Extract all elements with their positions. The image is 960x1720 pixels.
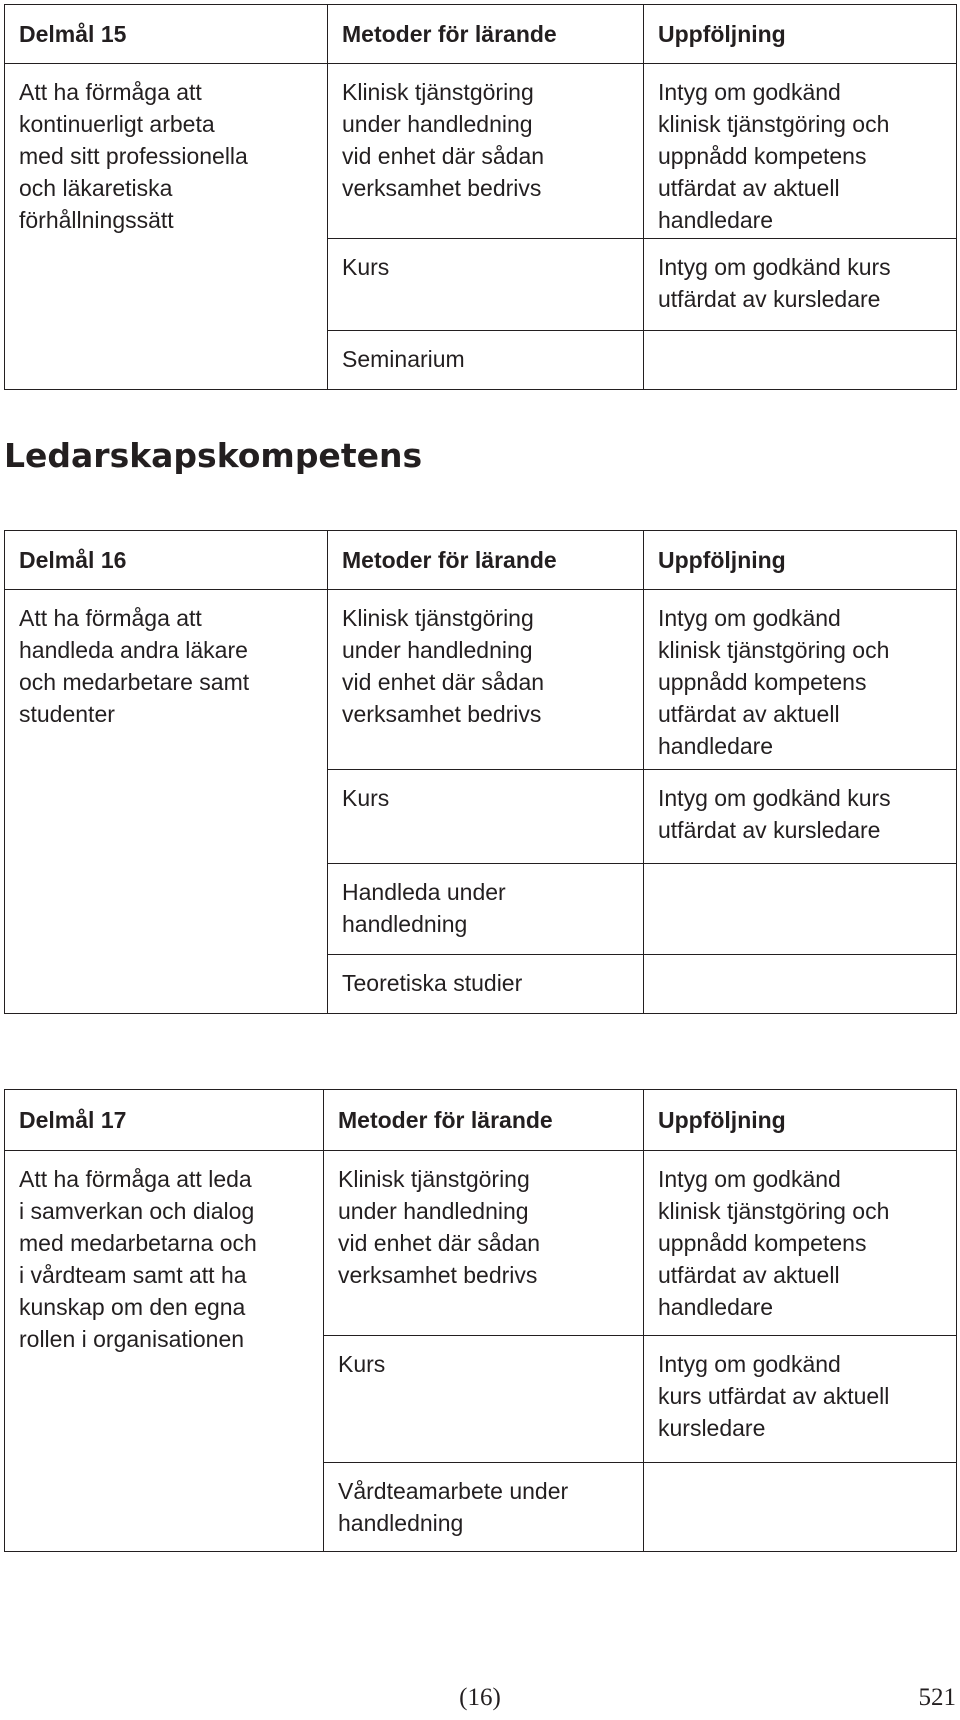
followup-cell: Intyg om godkänd klinisk tjänstgöring och uppnådd kompetens utfärdat av aktuell handledare xyxy=(644,1151,957,1336)
followup-header: Uppföljning xyxy=(644,1090,957,1151)
section-heading: Ledarskapskompetens xyxy=(4,436,423,475)
goal-header: Delmål 17 xyxy=(5,1090,324,1151)
goal-description: Att ha förmåga att handleda andra läkare och medarbetare samt studenter xyxy=(5,590,328,1014)
table-row xyxy=(5,64,957,239)
method-cell: Kurs xyxy=(328,239,644,331)
method-cell: Teoretiska studier xyxy=(328,955,644,1014)
goal-description: Att ha förmåga att kontinuerligt arbeta med sitt professionella och läkaretiska förhållningssätt xyxy=(5,64,328,390)
page-number: 521 xyxy=(918,1684,956,1711)
followup-cell xyxy=(644,331,957,390)
goal-description: Att ha förmåga att leda i samverkan och dialog med medarbetarna och i vårdteam samt att ha kunskap om den egna rollen i organisationen xyxy=(5,1151,324,1552)
methods-header: Metoder för lärande xyxy=(328,5,644,64)
method-cell: Klinisk tjänstgöring under handledning vid enhet där sådan verksamhet bedrivs xyxy=(328,590,644,770)
method-cell: Klinisk tjänstgöring under handledning vid enhet där sådan verksamhet bedrivs xyxy=(324,1151,644,1336)
followup-header: Uppföljning xyxy=(644,531,957,590)
followup-cell: Intyg om godkänd kurs utfärdat av kursledare xyxy=(644,770,957,864)
goal-header: Delmål 16 xyxy=(5,531,328,590)
followup-cell: Intyg om godkänd klinisk tjänstgöring och uppnådd kompetens utfärdat av aktuell handledare xyxy=(644,590,957,770)
method-cell: Vårdteamarbete under handledning xyxy=(324,1463,644,1552)
method-cell: Klinisk tjänstgöring under handledning vid enhet där sådan verksamhet bedrivs xyxy=(328,64,644,239)
method-cell: Kurs xyxy=(328,770,644,864)
followup-cell xyxy=(644,955,957,1014)
followup-header: Uppföljning xyxy=(644,5,957,64)
goal-15-table xyxy=(4,4,957,390)
methods-header: Metoder för lärande xyxy=(328,531,644,590)
method-cell: Seminarium xyxy=(328,331,644,390)
table-row xyxy=(5,590,957,770)
table-header-row xyxy=(5,1090,957,1151)
method-cell: Handleda under handledning xyxy=(328,864,644,955)
followup-cell: Intyg om godkänd kurs utfärdat av kursledare xyxy=(644,239,957,331)
page-section-number: (16) xyxy=(459,1684,501,1711)
followup-cell: Intyg om godkänd klinisk tjänstgöring och uppnådd kompetens utfärdat av aktuell handledare xyxy=(644,64,957,239)
followup-cell: Intyg om godkänd kurs utfärdat av aktuell kursledare xyxy=(644,1336,957,1463)
table-header-row xyxy=(5,531,957,590)
goal-header: Delmål 15 xyxy=(5,5,328,64)
table-header-row xyxy=(5,5,957,64)
followup-cell xyxy=(644,864,957,955)
method-cell: Kurs xyxy=(324,1336,644,1463)
methods-header: Metoder för lärande xyxy=(324,1090,644,1151)
goal-17-table xyxy=(4,1089,957,1552)
goal-16-table xyxy=(4,530,957,1014)
table-row xyxy=(5,1151,957,1336)
followup-cell xyxy=(644,1463,957,1552)
